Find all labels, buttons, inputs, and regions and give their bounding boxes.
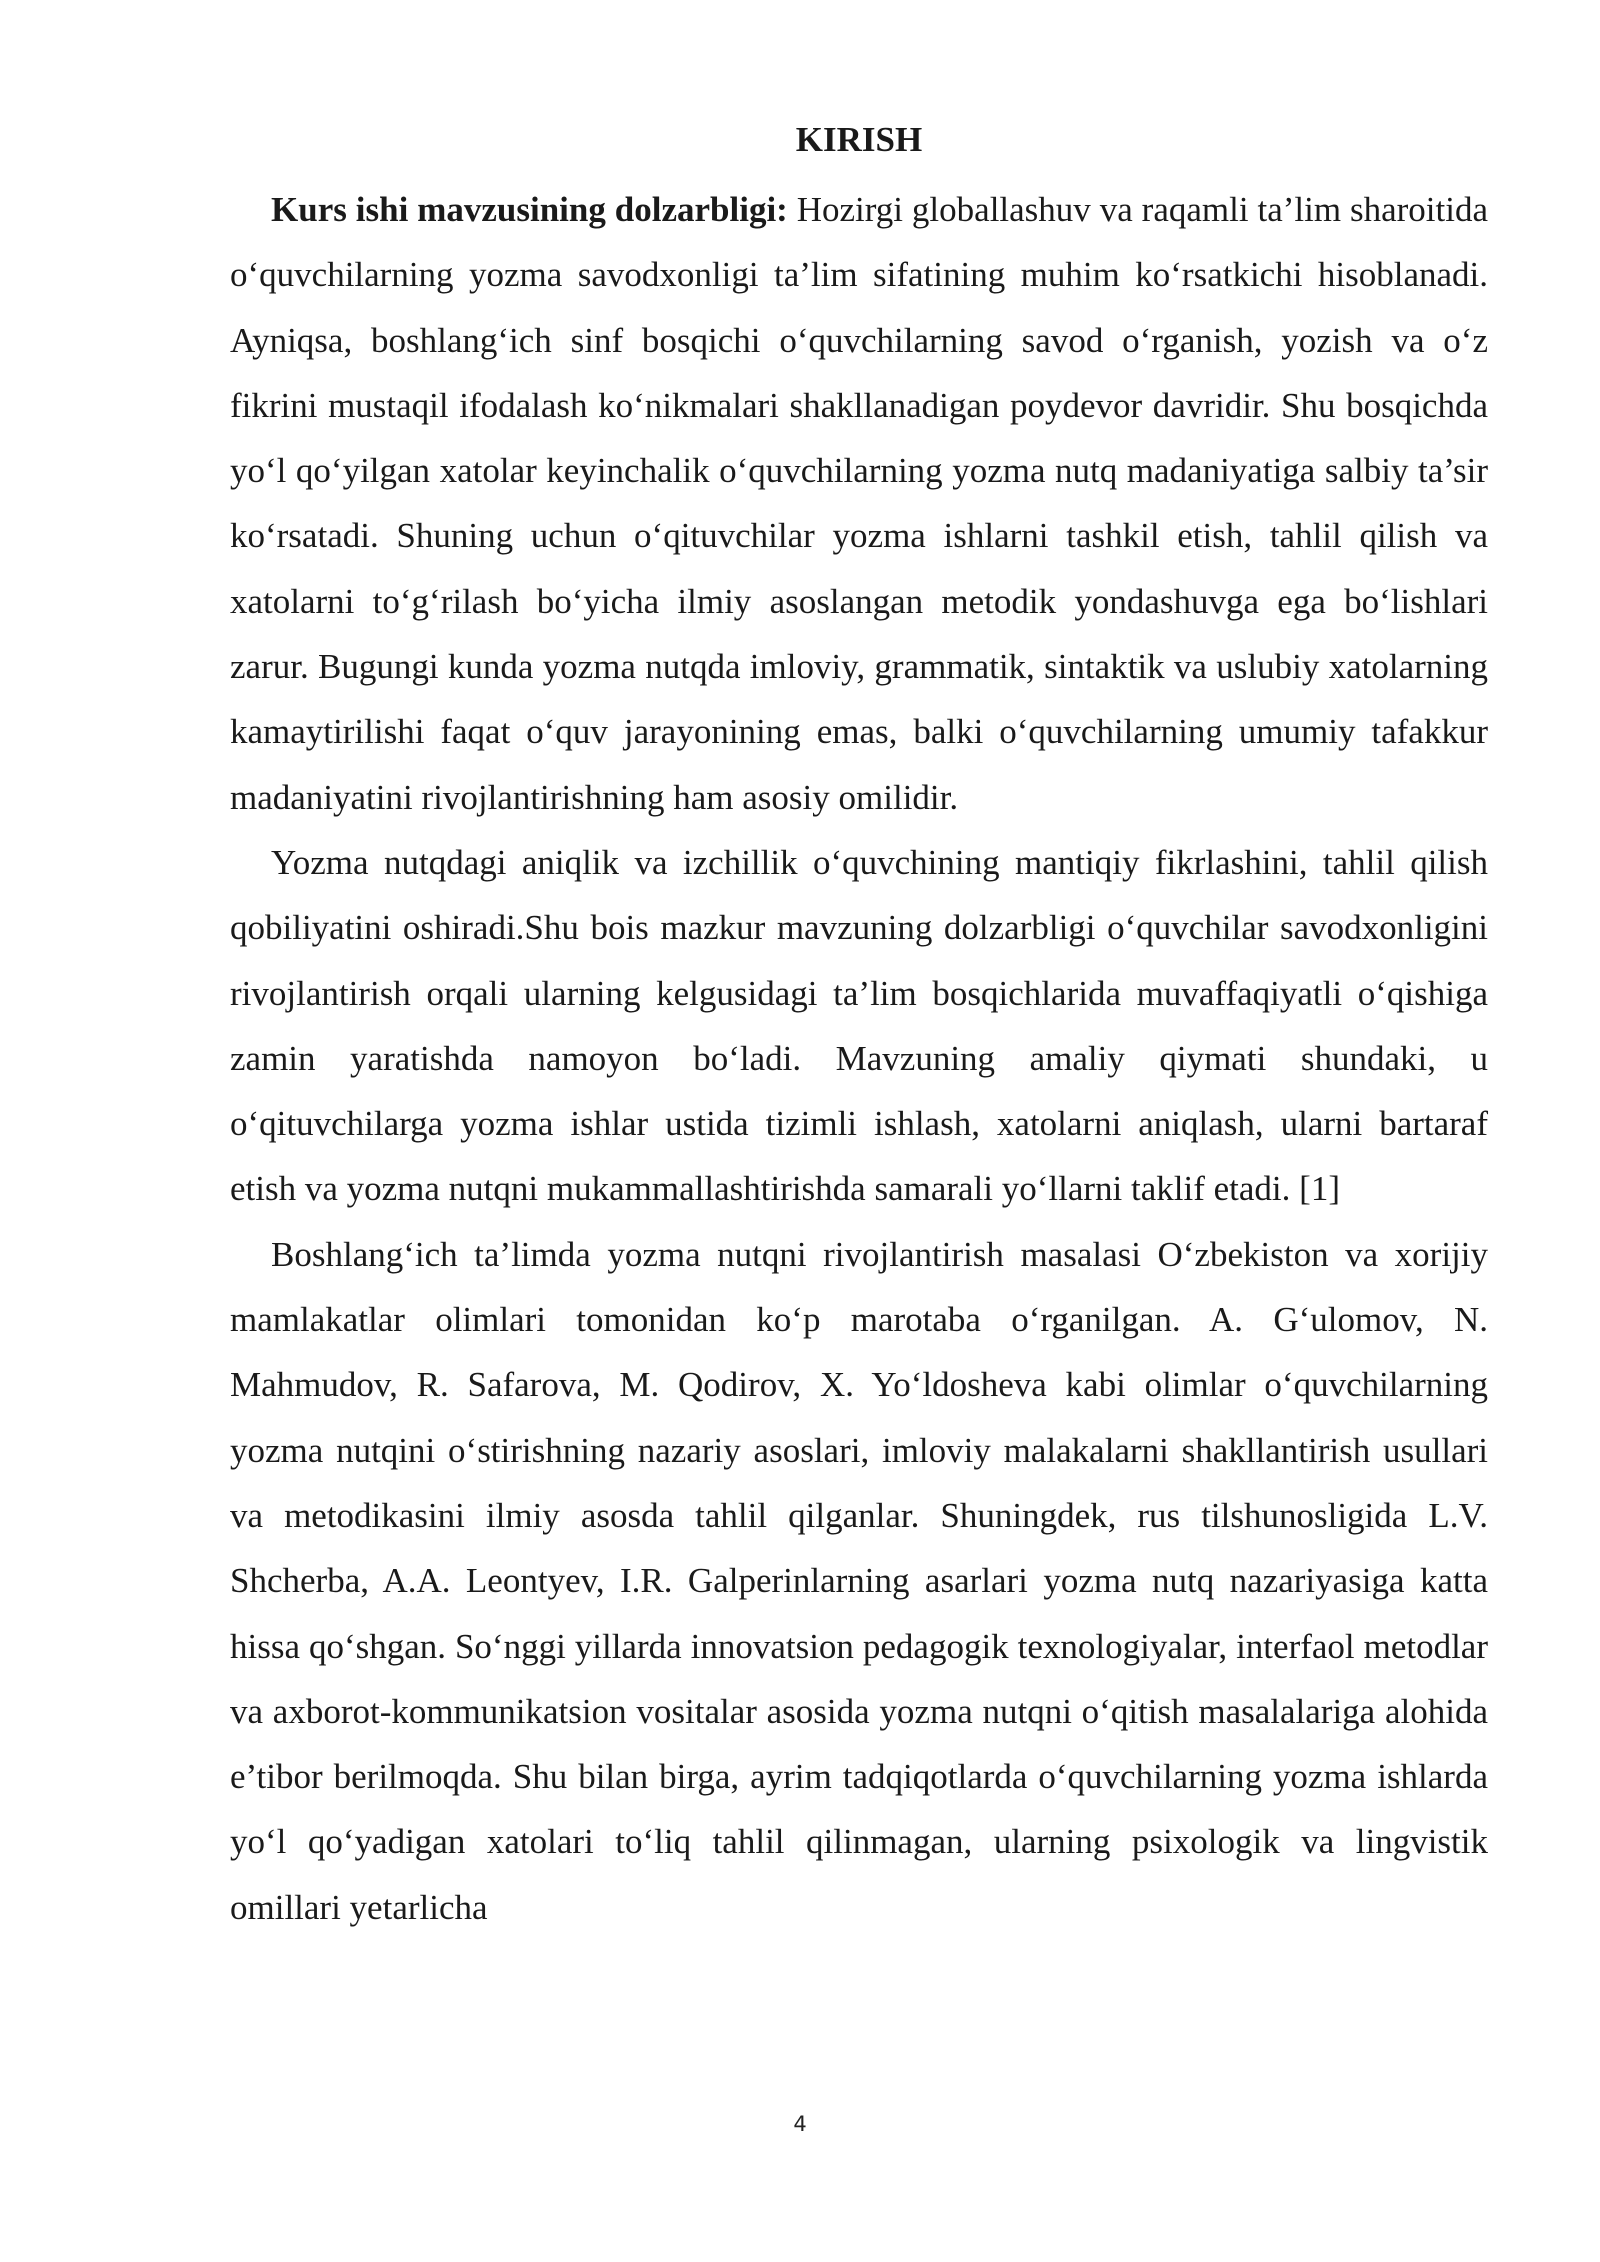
section-heading: KIRISH [795,120,923,159]
paragraph-written-speech [230,830,1488,1222]
paragraph-text: Yozma nutqdagi aniqlik va izchillik o‘quvchining mantiqiy fikrlashini, tahlil qilish qobiliyatini oshiradi.Shu bois mazkur mavzuning dolzarbligi o‘quvchilar savodxonligini rivojlantirish orqali ularning kelgusidagi ta’lim bosqichlarida muvaffaqiyatli o‘qishiga zamin yaratishda namoyon bo‘ladi. Mavzuning amaliy qiymati shundaki, u o‘qituvchilarga yozma ishlar ustida tizimli ishlash, xatolarni aniqlash, ularni bartaraf etish va yozma nutqni mukammallashtirishda samarali yo‘llarni taklif etadi. [1] [230,842,1488,1209]
paragraph-text: Hozirgi globallashuv va raqamli ta’lim sharoitida o‘quvchilarning yozma savodxonligi ta’lim sifatining muhim ko‘rsatkichi hisoblanadi. Ayniqsa, boshlang‘ich sinf bosqichi o‘quvchilarning savod o‘rganish, yozish va o‘z fikrini mustaqil ifodalash ko‘nikmalari shakllanadigan poydevor davridir. Shu bosqichda yo‘l qo‘yilgan xatolar keyinchalik o‘quvchilarning yozma nutq madaniyatiga salbiy ta’sir ko‘rsatadi. Shuning uchun o‘qituvchilar yozma ishlarni tashkil etish, tahlil qilish va xatolarni to‘g‘rilash bo‘yicha ilmiy asoslangan metodik yondashuvga ega bo‘lishlari zarur. Bugungi kunda yozma nutqda imloviy, grammatik, sintaktik va uslubiy xatolarning kamaytirilishi faqat o‘quv jarayonining emas, balki o‘quvchilarning umumiy tafakkur madaniyatini rivojlantirishning ham asosiy omilidir. [230,190,1488,817]
paragraph-literature-review [230,1222,1488,1940]
paragraph-lead-label: Kurs ishi mavzusining dolzarbligi: [271,190,788,229]
paragraph-text: Boshlang‘ich ta’limda yozma nutqni rivojlantirish masalasi O‘zbekiston va xorijiy mamlakatlar olimlari tomonidan ko‘p marotaba o‘rganilgan. A. G‘ulomov, N. Mahmudov, R. Safarova, M. Qodirov, X. Yo‘ldosheva kabi olimlar o‘quvchilarning yozma nutqini o‘stirishning nazariy asoslari, imloviy malakalarni shakllantirish usullari va metodikasini ilmiy asosda tahlil qilganlar. Shuningdek, rus tilshunosligida L.V. Shcherba, A.A. Leontyev, I.R. Galperinlarning asarlari yozma nutq nazariyasiga katta hissa qo‘shgan. So‘nggi yillarda innovatsion pedagogik texnologiyalar, interfaol metodlar va axborot-kommunikatsion vositalar asosida yozma nutqni o‘qitish masalalariga alohida e’tibor berilmoqda. Shu bilan birga, ayrim tadqiqotlarda o‘quvchilarning yozma ishlarda yo‘l qo‘yadigan xatolari to‘liq tahlil qilinmagan, ularning psixologik va lingvistik omillari yetarlicha [230,1234,1488,1927]
document-page [230,112,1488,1940]
page-number: 4 [793,2112,807,2136]
paragraph-relevance [230,177,1488,830]
